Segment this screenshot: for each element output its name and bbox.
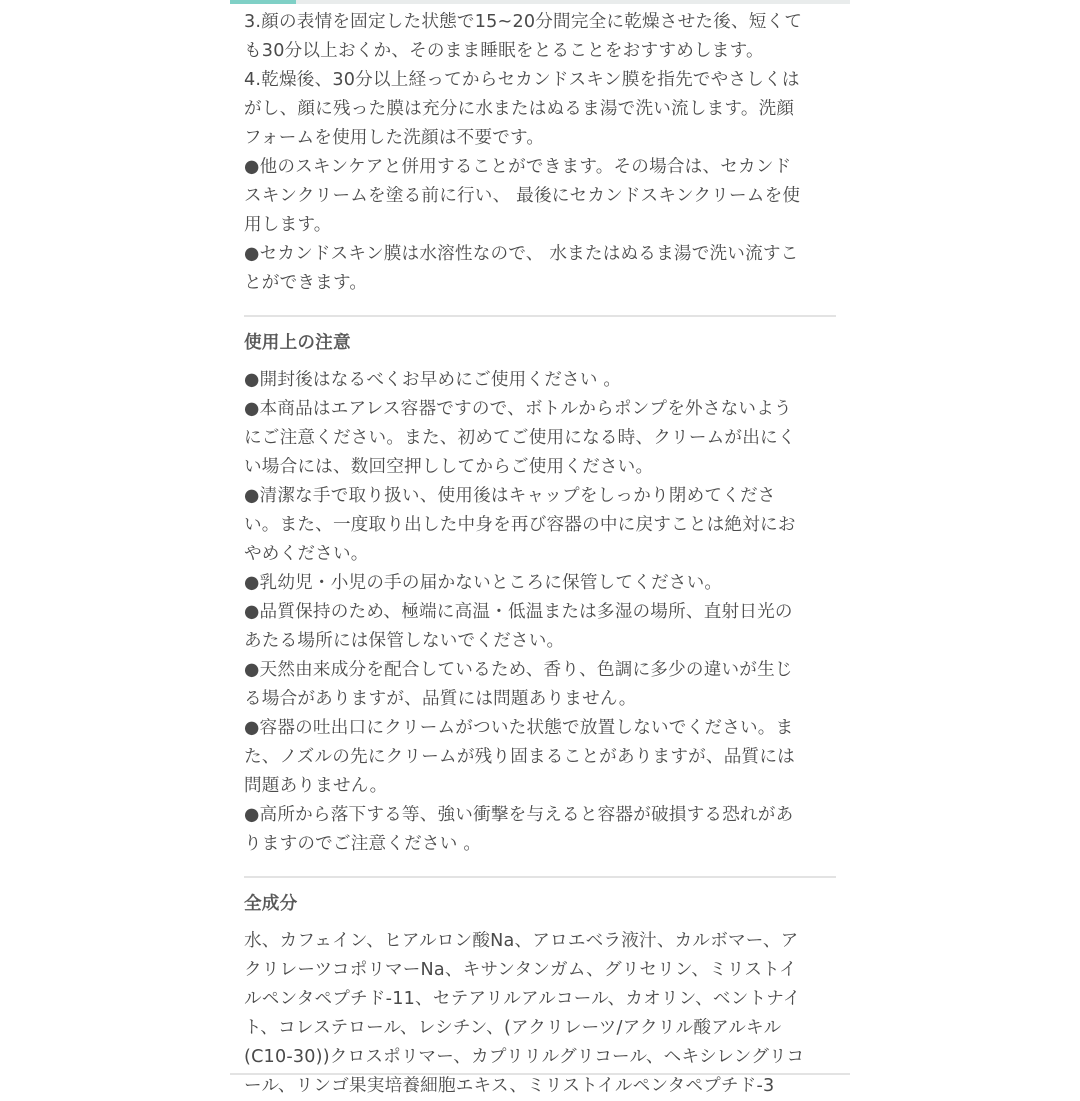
precaution-line: い。また、一度取り出した中身を再び容器の中に戻すことは絶対にお — [244, 515, 796, 535]
usage-line: 用します。 — [244, 215, 332, 235]
precautions-section — [244, 329, 838, 859]
ingredients-title: 全成分 — [244, 894, 298, 914]
ingredients-line: ト、コレステロール、レシチン、(アクリレーツ/アクリル酸アルキル — [244, 1018, 782, 1038]
ingredients-line: ール、リンゴ果実培養細胞エキス、ミリストイルペンタペプチド-3 — [244, 1076, 775, 1096]
precaution-line: にご注意ください。また、初めてご使用になる時、クリームが出にく — [244, 428, 796, 448]
usage-line: とができます。 — [244, 273, 368, 293]
ingredients-section — [244, 890, 838, 1101]
usage-line: フォームを使用した洗顔は不要です。 — [244, 128, 545, 148]
usage-line: 3.顔の表情を固定した状態で15~20分間完全に乾燥させた後、短くて — [244, 12, 803, 32]
spacer — [244, 298, 838, 315]
precaution-line: ●本商品はエアレス容器ですので、ボトルからポンプを外さないよう — [244, 399, 792, 419]
precaution-line: りますのでご注意ください 。 — [244, 834, 482, 854]
precaution-line: やめください。 — [244, 544, 369, 564]
usage-line: がし、顔に残った膜は充分に水またはぬるま湯で洗い流します。洗顔 — [244, 99, 795, 119]
top-scroll-strip — [230, 0, 850, 4]
precaution-line: 問題ありません。 — [244, 776, 388, 796]
precaution-line: ●乳幼児・小児の手の届かないところに保管してください。 — [244, 573, 723, 593]
precaution-line: ●天然由来成分を配合しているため、香り、色調に多少の違いが生じ — [244, 660, 793, 680]
spacer — [244, 919, 838, 927]
usage-section — [244, 8, 838, 298]
ingredients-line: (C10-30))クロスポリマー、カプリリルグリコール、ヘキシレングリコ — [244, 1047, 805, 1067]
precaution-line: る場合がありますが、品質には問題ありません。 — [244, 689, 637, 709]
ingredients-line: ルペンタペプチド-11、セテアリルアルコール、カオリン、ベントナイ — [244, 989, 801, 1009]
precaution-line: ●容器の吐出口にクリームがついた状態で放置しないでください。ま — [244, 718, 794, 738]
ingredients-line: 水、カフェイン、ヒアルロン酸Na、アロエベラ液汁、カルボマー、ア — [244, 931, 799, 951]
usage-line: ●セカンドスキン膜は水溶性なので、 水またはぬるま湯で洗い流すこ — [244, 244, 799, 264]
usage-line: ●他のスキンケアと併用することができます。その場合は、セカンド — [244, 157, 792, 177]
precaution-line: た、ノズルの先にクリームが残り固まることがありますが、品質には — [244, 747, 795, 767]
precautions-title: 使用上の注意 — [244, 333, 351, 353]
spacer — [244, 859, 838, 876]
ingredients-line: クリレーツコポリマーNa、キサンタンガム、グリセリン、ミリストイ — [244, 960, 797, 980]
bottom-divider — [230, 1073, 850, 1075]
precaution-line: ●品質保持のため、極端に高温・低温または多湿の場所、直射日光の — [244, 602, 793, 622]
spacer — [244, 878, 838, 890]
usage-line: スキンクリームを塗る前に行い、 最後にセカンドスキンクリームを使 — [244, 186, 801, 206]
spacer — [244, 358, 838, 366]
precaution-line: い場合には、数回空押ししてからご使用ください。 — [244, 457, 654, 477]
precaution-line: ●清潔な手で取り扱い、使用後はキャップをしっかり閉めてくださ — [244, 486, 776, 506]
precaution-line: ●高所から落下する等、強い衝撃を与えると容器が破損する恐れがあ — [244, 805, 794, 825]
spacer — [244, 317, 838, 329]
description-content — [244, 8, 838, 1101]
precaution-line: ●開封後はなるべくお早めにご使用ください 。 — [244, 370, 622, 390]
precaution-line: あたる場所には保管しないでください。 — [244, 631, 565, 651]
usage-line: も30分以上おくか、そのまま睡眠をとることをおすすめします。 — [244, 41, 764, 61]
usage-line: 4.乾燥後、30分以上経ってからセカンドスキン膜を指先でやさしくは — [244, 70, 800, 90]
top-accent-bar — [230, 0, 296, 4]
